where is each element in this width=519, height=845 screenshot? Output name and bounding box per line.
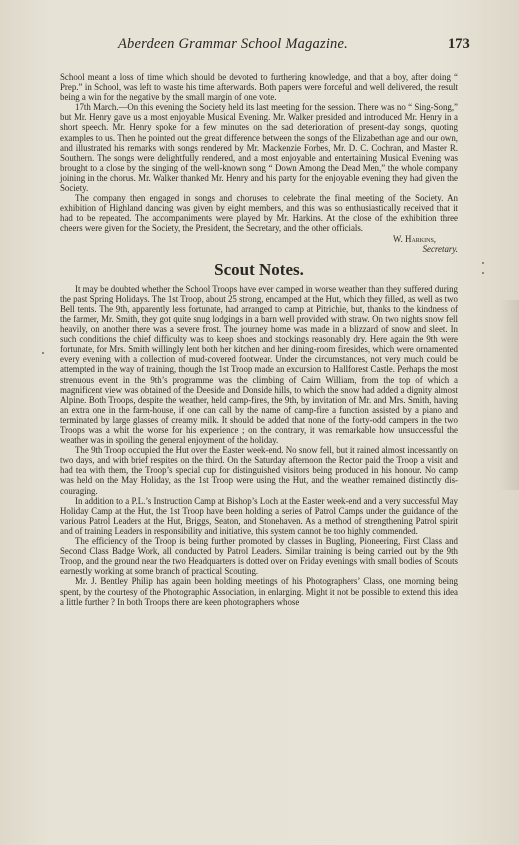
- paragraph: Mr. J. Bentley Philip has again been holding meetings of his Photographers’ Class, one morning being spent, by the courtesy of the Photographic Association, in enlarging. Might it not be possible to extend this idea a little further ? In both Troops there are keen photographers whose: [60, 576, 458, 607]
- page-mark: [482, 262, 484, 264]
- paragraph: In addition to a P.L.’s Instruction Camp at Bishop’s Loch at the Easter week-end and a very successful May Holiday Camp at the Hut, the 1st Troop have been holding a series of Patrol Camps under the guidance of the various Patrol Leaders at the Hut, Briggs, Seaton, and Stonehaven. As a method of strengthening Patrol spirit and of training Leaders in responsibility and initiative, this system cannot be too highly commended.: [60, 495, 458, 536]
- paragraph: The efficiency of the Troop is being further promoted by classes in Bugling, Pioneering, First Class and Second Class Badge Work, all conducted by Patrol Leaders. Similar training is being carried out by the 9th Troop, and the ground near the two Headquarters is dotted over on Friday evenings with small bodies of Scouts earnestly working at some branch of practical Scouting.: [60, 536, 458, 577]
- page-header: [0, 36, 519, 56]
- paragraph: School meant a loss of time which should be devoted to furthering knowledge, and that a boy, after doing “ Prep.” in School, was left to waste his time afterwards. Both papers were forceful and well delivered, the result being a win for the negative by the small margin of one vote.: [60, 72, 458, 103]
- article-body: [60, 72, 458, 607]
- section-title: Scout Notes.: [214, 259, 304, 279]
- page-edge-shading: [499, 300, 519, 490]
- running-title: Aberdeen Grammar School Magazine.: [118, 36, 348, 52]
- page-mark: [42, 352, 44, 354]
- page-number: 173: [448, 36, 470, 52]
- signature-name: W. Harkins,: [393, 233, 436, 244]
- paragraph: The 9th Troop occupied the Hut over the Easter week-end. No snow fell, but it rained almost incessantly on two days, and with brief respites on the third. On the Saturday afternoon the Rector paid the Troop a visit and had tea with them, the Troop’s special cup for distinguished visitors being produced in his honour. No camp was held on the May Holiday, as the 1st Troop were using the Hut, and the weather remained distinctly dis-couraging.: [60, 445, 458, 496]
- paragraph: 17th March.—On this evening the Society held its last meeting for the session. There was no “ Sing-Song,” but Mr. Henry gave us a most enjoyable Musical Evening. Mr. Walker presided and introduced Mr. Henry in a short speech. Mr. Henry spoke for a few minutes on the sad deterioration of present-day songs, quoting examples to us. Then he pointed out the great difference between the songs of the Elizabethan age and our own, and illustrated his remarks with songs rendered by Mr. Mackenzie Forbes, Mr. D. C. Cochran, and Master R. Southern. The songs were delightfully rendered, and a most enjoyable and entertaining Musical Evening was brought to a close by the singing of the well-known song “ Down Among the Dead Men,” the whole company joining in the chorus. Mr. Walker thanked Mr. Henry and his party for the enjoyable evening they had given the Society.: [60, 102, 458, 194]
- signature-title: Secretary.: [422, 243, 458, 254]
- page-mark: [482, 272, 484, 274]
- paragraph: The company then engaged in songs and choruses to celebrate the final meeting of the Society. An exhibition of Highland dancing was given by eight members, and this was so enthusiastically received that it had to be repeated. The accompaniments were played by Mr. Harkins. At the close of the exhibition three cheers were given for the Society, the President, the Secretary, and the other officials.: [60, 193, 458, 234]
- paragraph: It may be doubted whether the School Troops have ever camped in worse weather than they suffered during the past Spring Holidays. The 1st Troop, about 25 strong, encamped at the Hut, which they filled, as well as two Bell tents. The 9th, apparently less fortunate, had arranged to camp at Pitrichie, but, thanks to the kindness of the farmer, Mr. Smith, they got quite snug lodgings in a barn well provided with straw. On two nights snow fell heavily, on another there was a severe frost. The journey home was made in a blizzard of snow and sleet. In such conditions the chief difficulty was to keep shoes and stockings reasonably dry. Here again the 9th were fortunate, for Mrs. Smith willingly lent both her kitchen and her dining-room firesides, which were ornamented every evening with a collection of mud-covered footwear. Under the circumstances, not very much could be attempted in the way of training, though the 1st Troop made an excursion to Hallforest Castle. Perhaps the most strenuous event in the 9th’s programme was the climbing of Cairn William, from the top of which a magnificent view was obtained of the Deeside and Donside hills, to which the snow had added a dignity almost Alpine. Both Troops, despite the weather, held camp-fires, the 9th, by invitation of Mr. and Mrs. Smith, having an extra one in the farm-house, if one can call by the name of camp-fire a function assisted by a piano and terminated by large glasses of creamy milk. It should be added that none of the forty-odd campers in the two Troops was a whit the worse for his experience ; on the contrary, it was remarkable how unsuccessful the weather was in spoiling the general enjoyment of the holiday.: [60, 283, 458, 446]
- signature: [60, 234, 458, 244]
